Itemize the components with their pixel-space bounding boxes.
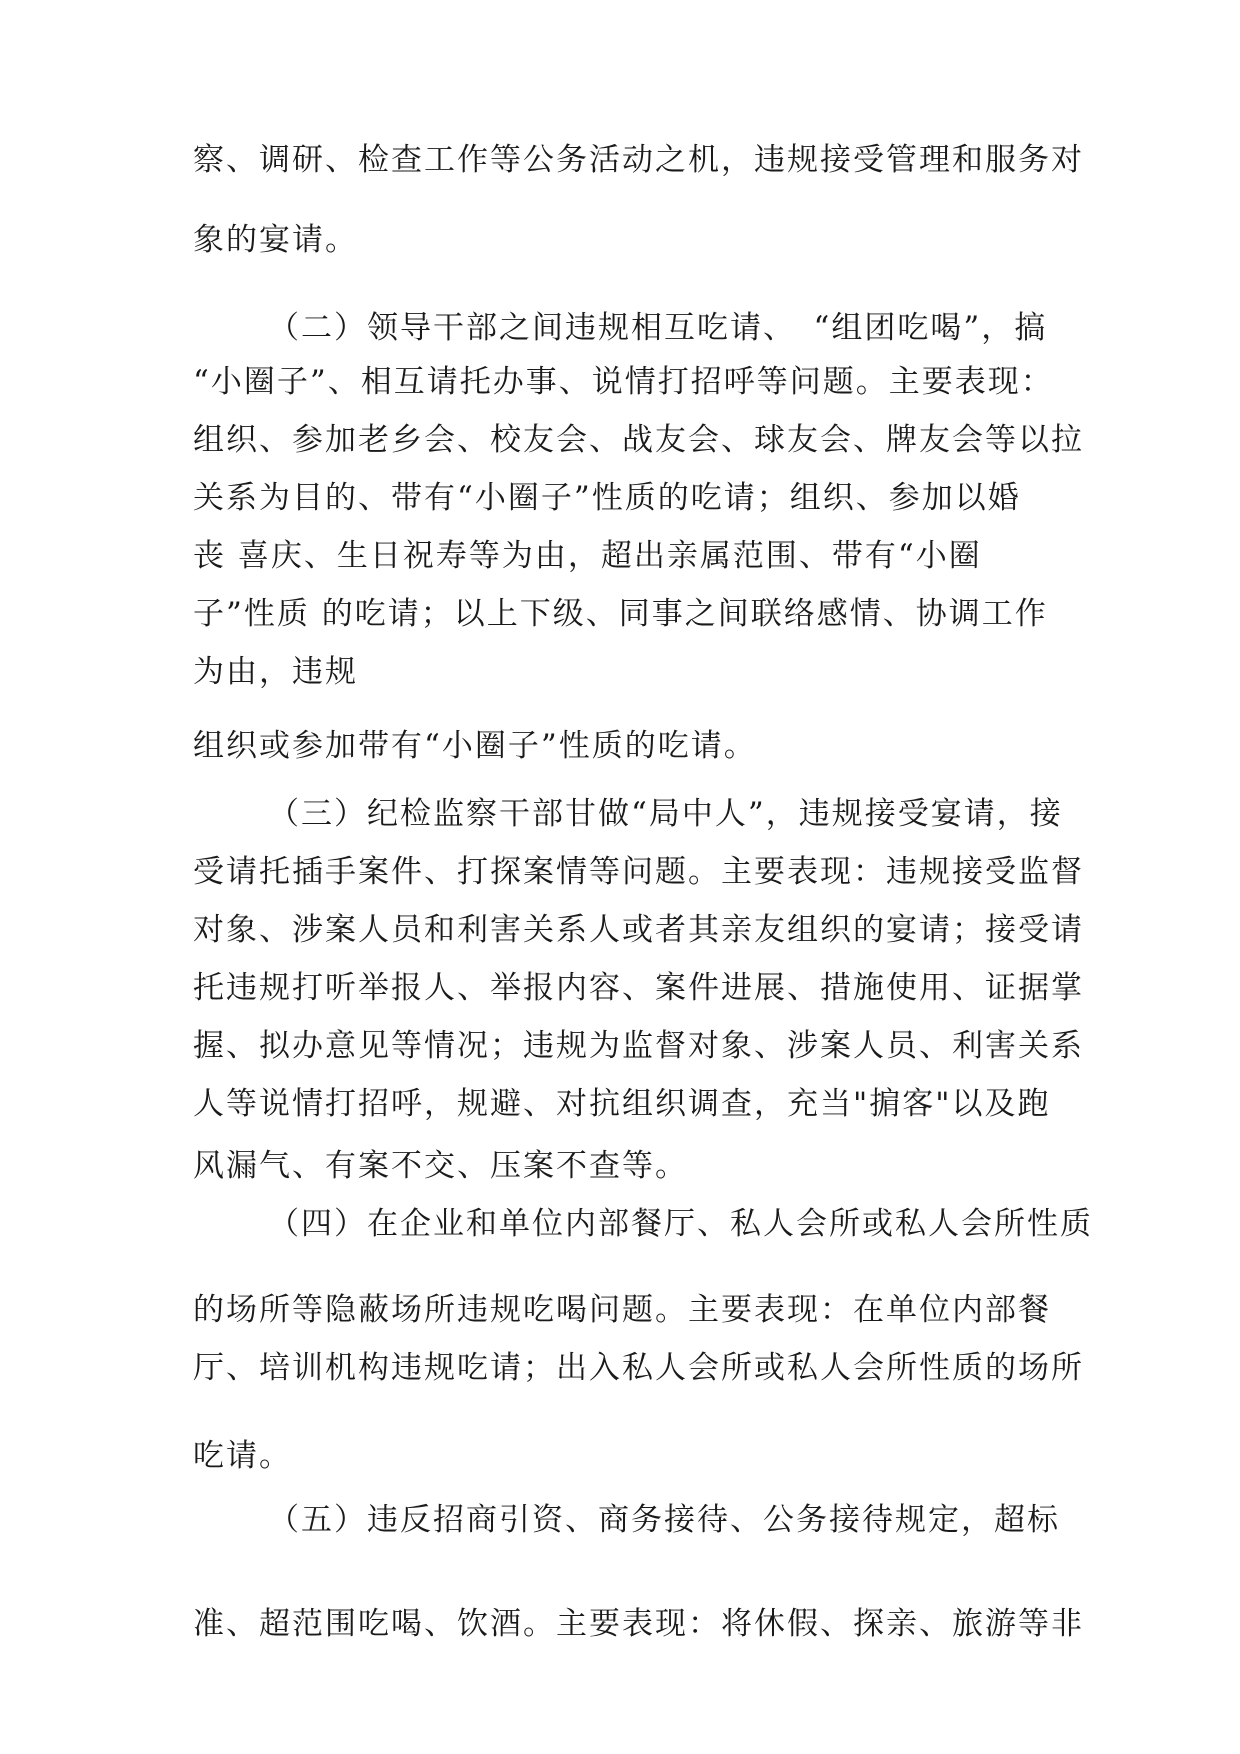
text-line-16: 人等说情打招呼，规避、对抗组织调查，充当"掮客"以及跑: [193, 1086, 1051, 1122]
section-heading-4: （四）在企业和单位内部餐厅、私人会所或私人会所性质: [268, 1206, 1093, 1242]
text-line-15: 握、拟办意见等情况；违规为监督对象、涉案人员、利害关系: [193, 1028, 1084, 1064]
text-line-13: 对象、涉案人员和利害关系人或者其亲友组织的宴请；接受请: [193, 912, 1084, 948]
text-line-9: 为由，违规: [193, 654, 358, 690]
text-line-23: 准、超范围吃喝、饮酒。主要表现：将休假、探亲、旅游等非: [193, 1606, 1084, 1642]
text-line-2: 象的宴请。: [193, 222, 358, 258]
text-line-12: 受请托插手案件、打探案情等问题。主要表现：违规接受监督: [193, 854, 1084, 890]
section-heading-5: （五）违反招商引资、商务接待、公务接待规定，超标: [268, 1502, 1060, 1538]
section-heading-3: （三）纪检监察干部甘做“局中人”，违规接受宴请，接: [268, 796, 1063, 832]
text-line-14: 托违规打听举报人、举报内容、案件进展、措施使用、证据掌: [193, 970, 1084, 1006]
text-line-7: 丧 喜庆、生日祝寿等为由，超出亲属范围、带有“小圈: [193, 538, 982, 574]
text-line-1: 察、调研、检查工作等公务活动之机，违规接受管理和服务对: [193, 142, 1084, 178]
text-line-20: 厅、培训机构违规吃请；出入私人会所或私人会所性质的场所: [193, 1350, 1084, 1386]
text-line-10: 组织或参加带有“小圈子”性质的吃请。: [193, 728, 757, 764]
text-line-21: 吃请。: [193, 1438, 292, 1474]
text-line-19: 的场所等隐蔽场所违规吃喝问题。主要表现：在单位内部餐: [193, 1292, 1051, 1328]
section-heading-2: （二）领导干部之间违规相互吃请、 “组团吃喝”，搞: [268, 310, 1048, 346]
text-line-6: 关系为目的、带有“小圈子”性质的吃请；组织、参加以婚: [193, 480, 1021, 516]
text-line-5: 组织、参加老乡会、校友会、战友会、球友会、牌友会等以拉: [193, 422, 1084, 458]
text-line-4: “小圈子”、相互请托办事、说情打招呼等问题。主要表现：: [193, 364, 1054, 400]
text-line-8: 子”性质 的吃请；以上下级、同事之间联络感情、协调工作: [193, 596, 1048, 632]
text-line-17: 风漏气、有案不交、压案不查等。: [193, 1148, 688, 1184]
